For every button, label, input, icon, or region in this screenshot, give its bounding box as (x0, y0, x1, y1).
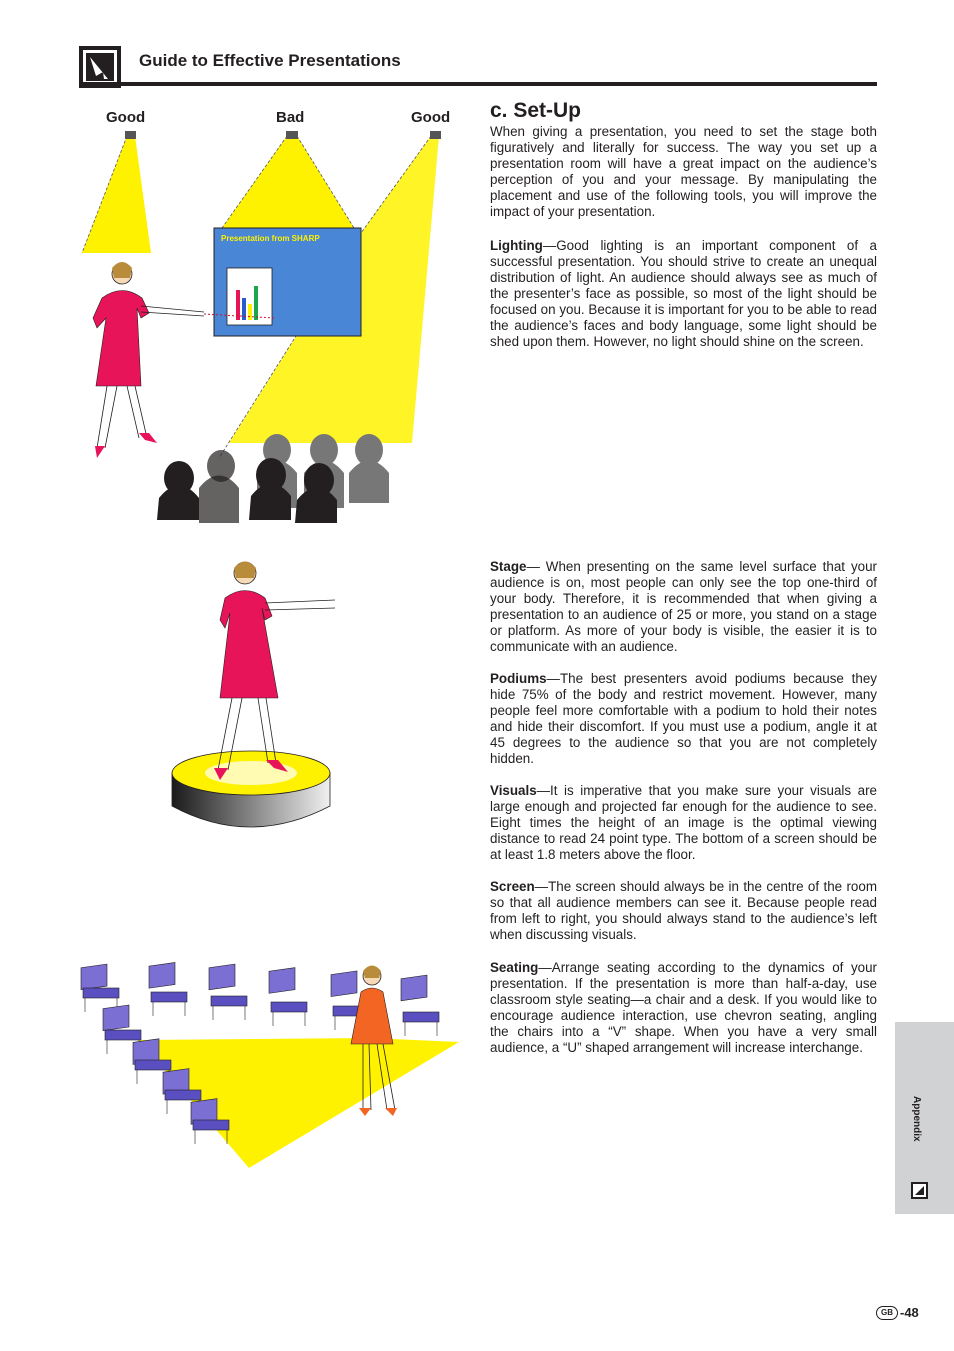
lighting-figure (79, 128, 459, 528)
chair-icon (149, 963, 187, 1016)
presenter-on-stage (214, 562, 335, 781)
term-lighting: Lighting (490, 238, 543, 253)
screen-paragraph: Screen—The screen should always be in the centre of the room so that all audience members can see it. Because people read from left to right, you should always stand to the audience’s left when discussing visuals. (490, 879, 877, 942)
chair-icon (81, 964, 119, 1012)
audience-silhouettes (157, 434, 389, 523)
right-spotlight-icon (430, 131, 441, 139)
intro-paragraph: When giving a presentation, you need to set the stage both figuratively and literally for success. The way you set up a presentation room will have a great impact on the audience’s perception of you and your message. By manipulating the placement and use of the following tools, you will improve the impact of your presentation. (490, 124, 877, 219)
light-label-bad: Bad (276, 109, 305, 126)
chair-icon (401, 975, 439, 1036)
appendix-icon (911, 1182, 928, 1199)
left-light-beam (82, 136, 151, 253)
stage-figure (170, 558, 360, 833)
page-number (876, 1305, 919, 1320)
chair-icon (269, 968, 307, 1026)
middle-light-beam (222, 136, 354, 228)
middle-spotlight-icon (286, 131, 298, 139)
term-stage: Stage (490, 559, 527, 574)
seating-paragraph: Seating—Arrange seating according to the dynamics of your presentation. If the presentation is more than half-a-day, use classroom style seating—a chair and a desk. If you would like to encourage audience interaction, use chevron seating, angling the chairs into a “V” shape. When you have a very small audience, a “U” shaped arrangement will increase interchange. (490, 960, 877, 1055)
left-spotlight-icon (125, 131, 136, 139)
term-screen: Screen (490, 879, 535, 894)
seating-light-area (139, 1038, 459, 1168)
header-rule (79, 82, 877, 86)
term-seating: Seating (490, 960, 539, 975)
term-podiums: Podiums (490, 671, 547, 686)
visuals-paragraph: Visuals—It is imperative that you make sure your visuals are large enough and projected far enough for the audience to see. Eight times the height of an image is the optimal viewing distance to read 24 point type. The bottom of a screen should be at least 1.8 meters above the floor. (490, 783, 877, 862)
light-label-good-left: Good (106, 109, 146, 126)
screen-text: Presentation from SHARP (221, 234, 320, 243)
term-visuals: Visuals (490, 783, 537, 798)
chair-icon (209, 964, 247, 1020)
stage-paragraph: Stage— When presenting on the same level surface that your audience is on, most people can only see the top one-third of your body. Therefore, it is recommended that when giving a presentation to an audience of 25 or more, you stand on a stage or platform. As more of your body is visible, the easier it is to communicate with an audience. (490, 559, 877, 654)
podiums-paragraph: Podiums—The best presenters avoid podiums because they hide 75% of the body and restrict movement. However, many people feel more comfortable with a podium to hold their notes and hide their discomfort. If you must use a podium, angle it at 45 degrees to the audience so that you are not completely hidden. (490, 671, 877, 766)
header-title: Guide to Effective Presentations (139, 51, 401, 70)
seating-figure (79, 960, 459, 1170)
lighting-paragraph: Lighting—Good lighting is an important component of a successful presentation. You should strive to create an unequal distribution of light. An audience should always see as much of the presenter’s face as possible, so most of the light should be focused on you. Because it is important for you to be able to read the audience’s faces and body language, some light should be shed upon them. However, no light should shine on the screen. (490, 238, 877, 349)
section-title: c. Set-Up (490, 99, 582, 122)
gb-badge: GB (876, 1306, 898, 1320)
appendix-tab-label: Appendix (911, 1096, 922, 1142)
page-number-value: -48 (900, 1305, 919, 1320)
light-label-good-right: Good (411, 109, 451, 126)
